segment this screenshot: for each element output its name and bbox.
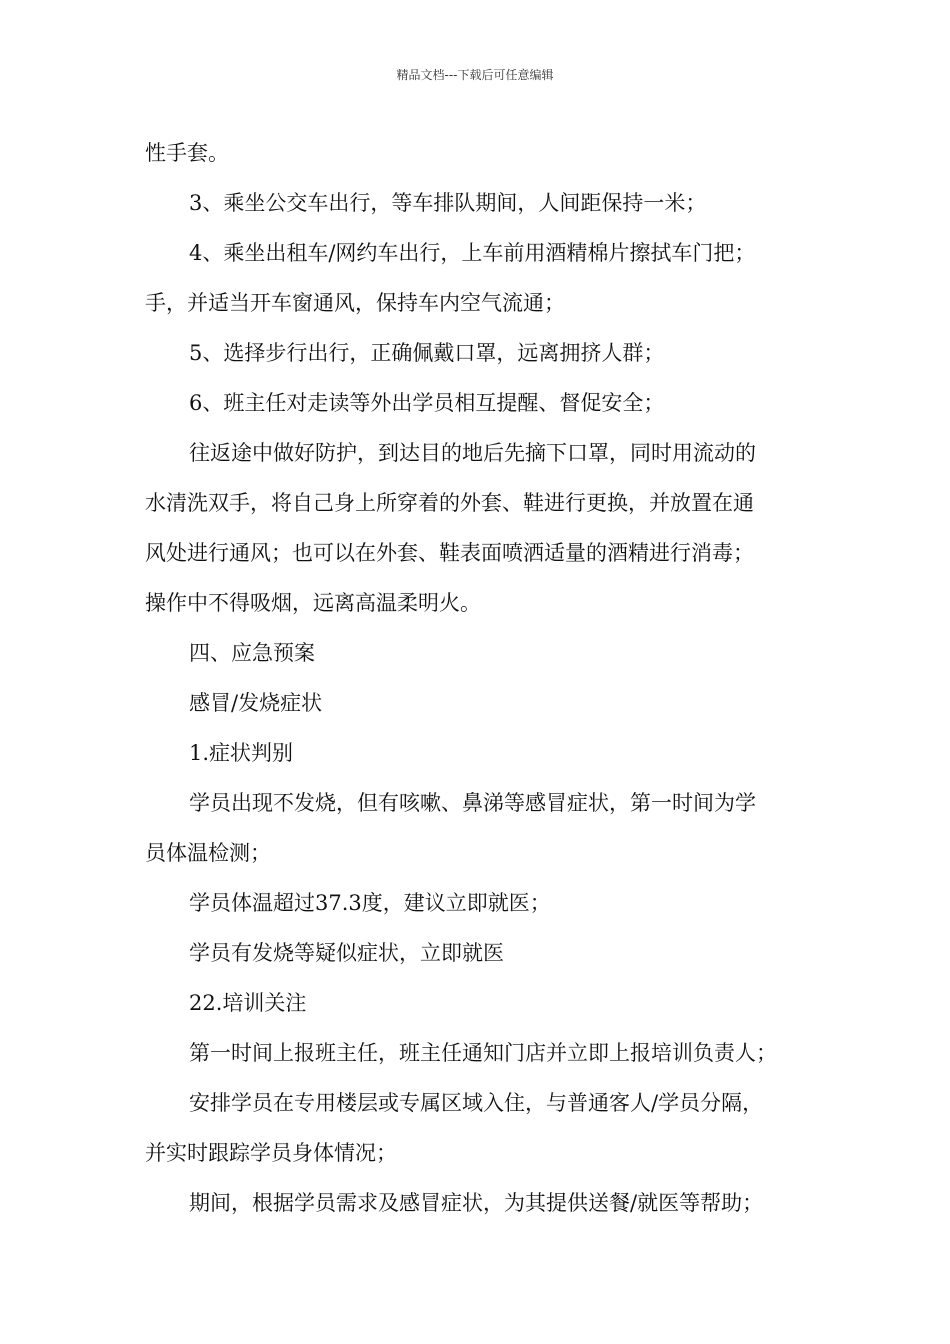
paragraph-line: 6、班主任对走读等外出学员相互提醒、督促安全； bbox=[189, 391, 665, 415]
section-heading: 四、应急预案 bbox=[189, 641, 315, 665]
paragraph-line: 5、选择步行出行，正确佩戴口罩，远离拥挤人群； bbox=[189, 341, 665, 365]
document-body bbox=[145, 128, 810, 1228]
paragraph-line: 手，并适当开车窗通风，保持车内空气流通； bbox=[145, 291, 565, 315]
paragraph-line: 性手套。 bbox=[145, 141, 229, 165]
paragraph-line: 操作中不得吸烟，远离高温柔明火。 bbox=[145, 591, 481, 615]
paragraph-line: 学员体温超过37.3度，建议立即就医； bbox=[189, 891, 551, 915]
paragraph-line: 安排学员在专用楼层或专属区域入住，与普通客人/学员分隔， bbox=[189, 1091, 764, 1115]
paragraph-line: 并实时跟踪学员身体情况； bbox=[145, 1141, 397, 1165]
paragraph-line: 第一时间上报班主任，班主任通知门店并立即上报培训负责人； bbox=[189, 1041, 777, 1065]
paragraph-line: 学员出现不发烧，但有咳嗽、鼻涕等感冒症状，第一时间为学 bbox=[189, 791, 756, 815]
paragraph-line: 风处进行通风；也可以在外套、鞋表面喷洒适量的酒精进行消毒； bbox=[145, 541, 754, 565]
paragraph-line: 学员有发烧等疑似症状，立即就医 bbox=[189, 941, 504, 965]
paragraph-line: 期间，根据学员需求及感冒症状，为其提供送餐/就医等帮助； bbox=[189, 1191, 764, 1215]
subsection-heading: 感冒/发烧症状 bbox=[189, 691, 323, 715]
page-header: 精品文档---下载后可任意编辑 bbox=[396, 68, 554, 82]
paragraph-line: 往返途中做好防护，到达目的地后先摘下口罩，同时用流动的 bbox=[189, 441, 756, 465]
subsection-heading: 22.培训关注 bbox=[189, 991, 307, 1015]
subsection-heading: 1.症状判别 bbox=[189, 741, 294, 765]
paragraph-line: 员体温检测； bbox=[145, 841, 271, 865]
paragraph-line: 4、乘坐出租车/网约车出行，上车前用酒精棉片擦拭车门把； bbox=[189, 241, 756, 265]
paragraph-line: 3、乘坐公交车出行，等车排队期间，人间距保持一米； bbox=[189, 191, 707, 215]
paragraph-line: 水清洗双手，将自己身上所穿着的外套、鞋进行更换，并放置在通 bbox=[145, 491, 754, 515]
